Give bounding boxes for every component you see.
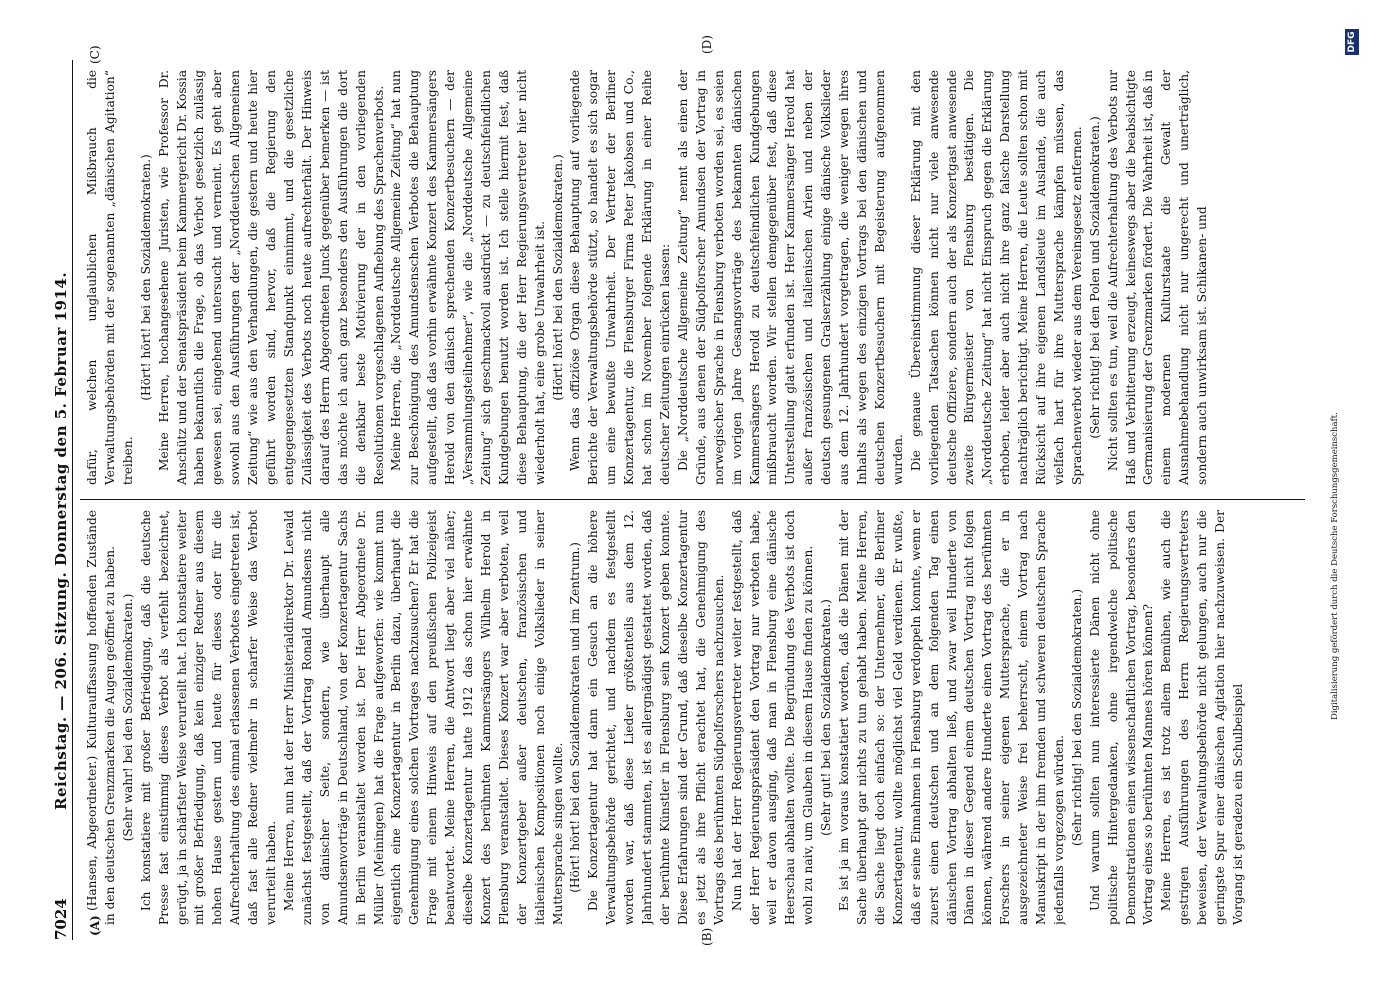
column-divider bbox=[80, 499, 1305, 500]
header-rule bbox=[72, 60, 73, 940]
paragraph: Meine Herren, es ist trotz allem Bemühen, wie auch die gestrigen Ausführungen des Herrn Regierungsvertreters beweisen, der Verwaltungsbehörde nicht gelungen, auch nur die geringste Spur einer dänischen Agitation hier nachzuweisen. Der Vorgang ist geradezu ein Schulbeispiel bbox=[1159, 510, 1245, 925]
margin-marker-d: (D) bbox=[700, 35, 714, 54]
interjection: (Sehr richtig! bei den Polen und Sozialdemokraten.) bbox=[1087, 116, 1102, 439]
interjection: (Hört! hört! bei den Sozialdemokraten.) bbox=[550, 154, 565, 401]
page-number: 7024 bbox=[52, 898, 70, 940]
left-column bbox=[84, 510, 1304, 925]
paragraph: Wenn das offiziöse Organ diese Behauptung auf vorliegende Berichte der Verwaltungsbehörde stützt, so handelt es sich sogar um eine bewußte Unwahrheit. Der Vertreter der Berliner Konzertagentur, die Flensburger Firma Peter Jakobsen und Co., hat schon im November folgende Erklärung in einer Reihe deutscher Zeitungen einrücken lassen: bbox=[568, 70, 672, 485]
paragraph: Es ist ja im voraus konstatiert worden, daß die Dänen mit der Sache überhaupt gar nichts zu tun gehabt haben. Meine Herren, die Sache liegt doch einfach so: der Unternehmer, die Berliner Konzertagentur, wollte möglichst viel Geld verdienen. Er wußte, daß er seine Einnahmen in Flensburg verdoppeln konnte, wenn er zuerst einen deutschen und an dem folgenden Tag einen dänischen Vortrag abhalten ließ, und zwar weil Hunderte von Dänen in dieser Gegend einem deutschen Vortrag nicht folgen können, während andere Hunderte einen Vortrag des berühmten Forschers in seiner eigenen Muttersprache, die er in ausgezeichneter Weise frei beherrscht, einem Vortrag nach Manuskript in der ihm fremden und schweren deutschen Sprache jedenfalls vorgezogen würden. bbox=[837, 510, 1066, 925]
paragraph: Nun hat der Herr Regierungsvertreter weiter festgestellt, daß der Herr Regierungspräsident den Vortrag nur verboten habe, weil er davon ausging, daß man in Flensburg eine dänische Heerschau abhalten wollte. Die Begründung des Verbots ist doch wohl zu naiv, um Glauben in diesem Hause finden zu können. bbox=[729, 510, 816, 925]
margin-marker-a: (A) bbox=[88, 915, 102, 936]
paragraph: Und warum sollten nun interessierte Dänen nicht ohne politische Hintergedanken, ohne irgendwelche politische Demonstrationen einen wissenschaftlichen Vortrag, besonders den Vortrag eines so berühmten Mannes hören können? bbox=[1087, 510, 1156, 925]
dfg-logo: DFG bbox=[1345, 29, 1359, 55]
interjection: (Hört! hört! bei den Sozialdemokraten und im Zentrum.) bbox=[568, 542, 583, 893]
right-column bbox=[84, 70, 1304, 485]
running-title: Reichstag. — 206. Sitzung. Donnerstag den 5. Februar 1914. bbox=[52, 271, 70, 810]
paragraph: Meine Herren, hochangesehene Juristen, wie Professor Dr. Anschütz und der Senatspräsident beim Kammergericht Dr. Kossia haben bekanntlich die Frage, ob das Verbot gesetzlich zulässig gewesen sei, eingehend untersucht und verneint. Es geht aber sowohl aus den Ausführungen der „Norddeutschen Allgemeinen Zeitung“ wie aus den Verhandlungen, die gestern und heute hier geführt worden sind, hervor, daß die Regierung den entgegengesetzten Standpunkt einnimmt, und die gesetzliche Zulässigkeit des Verbots noch heute aufrechterhält. Der Hinweis darauf des Herrn Abgeordneten Junck gegenüber bemerken — ist das möchte ich auch ganz besonders den Ausführungen die dort die denkbar beste Motivierung der in den vorliegenden Resolutionen vorgeschlagenen Aufhebung des Sprachenverbots. bbox=[156, 70, 386, 485]
interjection: (Hört! hört! bei den Sozialdemokraten.) bbox=[138, 154, 153, 401]
margin-marker-b: (B) bbox=[700, 927, 714, 946]
paragraph: Meine Herren, die „Norddeutsche Allgemeine Zeitung“ hat nun zur Beschönigung des Amundsenschen Verbotes die Behauptung aufgestellt, daß das vorhin erwähnte Konzert des Kammersängers Herold von den dänisch sprechenden Konzertbesuchern — der „Versammlungsteilnehmer“, wie die „Norddeutsche Allgemeine Zeitung“ sich geschmackvoll ausdrückt — zu deutschfeindlichen Kundgebungen benutzt worden ist. Ich stelle hiermit fest, daß diese Behauptung, die der Herr Regierungsvertreter hier nicht wiederholt hat, eine grobe Unwahrheit ist. bbox=[389, 70, 547, 485]
digitization-credit: Digitalisierung gefördert durch die Deutsche Forschungsgemeinschaft. bbox=[1330, 412, 1340, 720]
paragraph: Ich konstatiere mit großer Befriedigung, daß die deutsche Presse fast einstimmig dieses Verbot als verfehlt bezeichnet, gerügt, ja in schärfster Weise verurteilt hat. Ich konstatiere weiter mit großer Befriedigung, daß kein einziger Redner aus diesem hohen Hause gestern und heute für dieses oder für die Aufrechterhaltung des einmal erlassenen Verbotes eingetreten ist, daß fast alle Redner vielmehr in scharfer Weise das Verbot verurteilt haben. bbox=[138, 510, 279, 925]
paragraph: (Hansen, Abgeordneter.) Kulturauffassung hoffenden Zustände in den deutschen Grenzmarken die Augen geöffnet zu haben. bbox=[85, 510, 117, 925]
paragraph: Die „Norddeutsche Allgemeine Zeitung“ nennt als einen der Gründe, aus denen der Südpolforscher Amundsen der Vortrag in norwegischer Sprache in Flensburg verboten worden sei, es seien im vorigen Jahre Gesangsvorträge des bekannten dänischen Kammersängers Herold zu deutschfeindlichen Kundgebungen mißbraucht worden. Wir stellen demgegenüber fest, daß diese Unterstellung glatt erfunden ist. Herr Kammersänger Herold hat außer französischen und italienischen Arien und neben der deutsch gesungenen Gralserzählung einige dänische Volkslieder aus dem 12. Jahrhundert vorgetragen, die weniger wegen ihres Inhalts als wegen des einzigen Vortrags bei den dänischen und deutschen Konzertbesuchern mit Begeisterung aufgenommen wurden. bbox=[675, 70, 905, 485]
paragraph: Die Konzertagentur hat dann ein Gesuch an die höhere Verwaltungsbehörde gerichtet, und nachdem es festgestellt worden war, daß diese Lieder größtenteils aus dem 12. Jahrhundert stammten, ist es allergnädigst gestattet worden, daß der berühmte Künstler in Flensburg sein Konzert geben konnte. Diese Erfahrungen sind der Grund, daß dieselbe Konzertagentur es jetzt als ihre Pflicht erachtet hat, die Genehmigung des Vortrags des berühmten Südpolforschers nachzusuchen. bbox=[586, 510, 726, 925]
interjection: (Sehr gut! bei den Sozialdemokraten.) bbox=[819, 599, 834, 836]
paragraph: Die genaue Übereinstimmung dieser Erklärung mit den vorliegenden Tatsachen können nicht nur viele anwesende deutsche Offiziere, sondern auch der als Konzertgast anwesende zweite Bürgermeister von Flensburg bestätigen. Die „Norddeutsche Zeitung“ hat nicht Einspruch gegen die Erklärung erhoben, leider aber auch nicht ihre ganz falsche Darstellung nachträglich berichtigt. Meine Herren, die Leute sollten schon mit Rücksicht auf ihre eigenen Landsleute im Auslande, die auch vielfach hart für ihre Muttersprache kämpfen müssen, das Sprachenverbot wieder aus dem Vereinsgesetz entfernen. bbox=[908, 70, 1084, 485]
paragraph: Nicht sollten es tun, weil die Aufrechterhaltung des Verbots nur Haß und Verbitterung erzeugt, keineswegs aber die beabsichtigte Germanisierung der Grenzmarken fördert. Die Wahrheit ist, daß in einem modernen Kulturstaate die Gewalt der Ausnahmebehandlung nicht nur ungerecht und unerträglich, sondern auch unwirksam ist. Schikanen- und bbox=[1105, 70, 1210, 485]
paragraph: Meine Herren, nun hat der Herr Ministerialdirektor Dr. Lewald zunächst festgestellt, daß der Vortrag Ronald Amundsens nicht von dänischer Seite, sondern, wie überhaupt alle Amundsenvorträge in Deutschland, von der Konzertagentur Sachs in Berlin veranstaltet worden ist. Der Herr Abgeordnete Dr. Müller (Meiningen) hat die Frage aufgeworfen: wie kommt nun eigentlich eine Konzertagentur in Berlin dazu, überhaupt die Genehmigung eines solchen Vortrages nachzusuchen? Er hat die Frage mit einem Hinweis auf den preußischen Polizeigeist beantwortet. Meine Herren, die Antwort liegt aber viel näher; dieselbe Konzertagentur hatte 1912 das schon hier erwähnte Konzert des berühmten Kammersängers Wilhelm Herold in Flensburg veranstaltet. Dieses Konzert war aber verboten, weil der Konzertgeber außer deutschen, französischen und italienischen Kompositionen noch einige Volkslieder in seiner Muttersprache singen wollte. bbox=[281, 510, 565, 925]
paragraph: dafür, welchen unglaublichen Mißbrauch die Verwaltungsbehörden mit der sogenannten „dänischen Agitation“ treiben. bbox=[85, 70, 135, 485]
margin-marker-c: (C) bbox=[88, 45, 102, 64]
interjection: (Sehr wahr! bei den Sozialdemokraten.) bbox=[120, 593, 135, 842]
interjection: (Sehr richtig! bei den Sozialdemokraten.) bbox=[1069, 588, 1084, 847]
